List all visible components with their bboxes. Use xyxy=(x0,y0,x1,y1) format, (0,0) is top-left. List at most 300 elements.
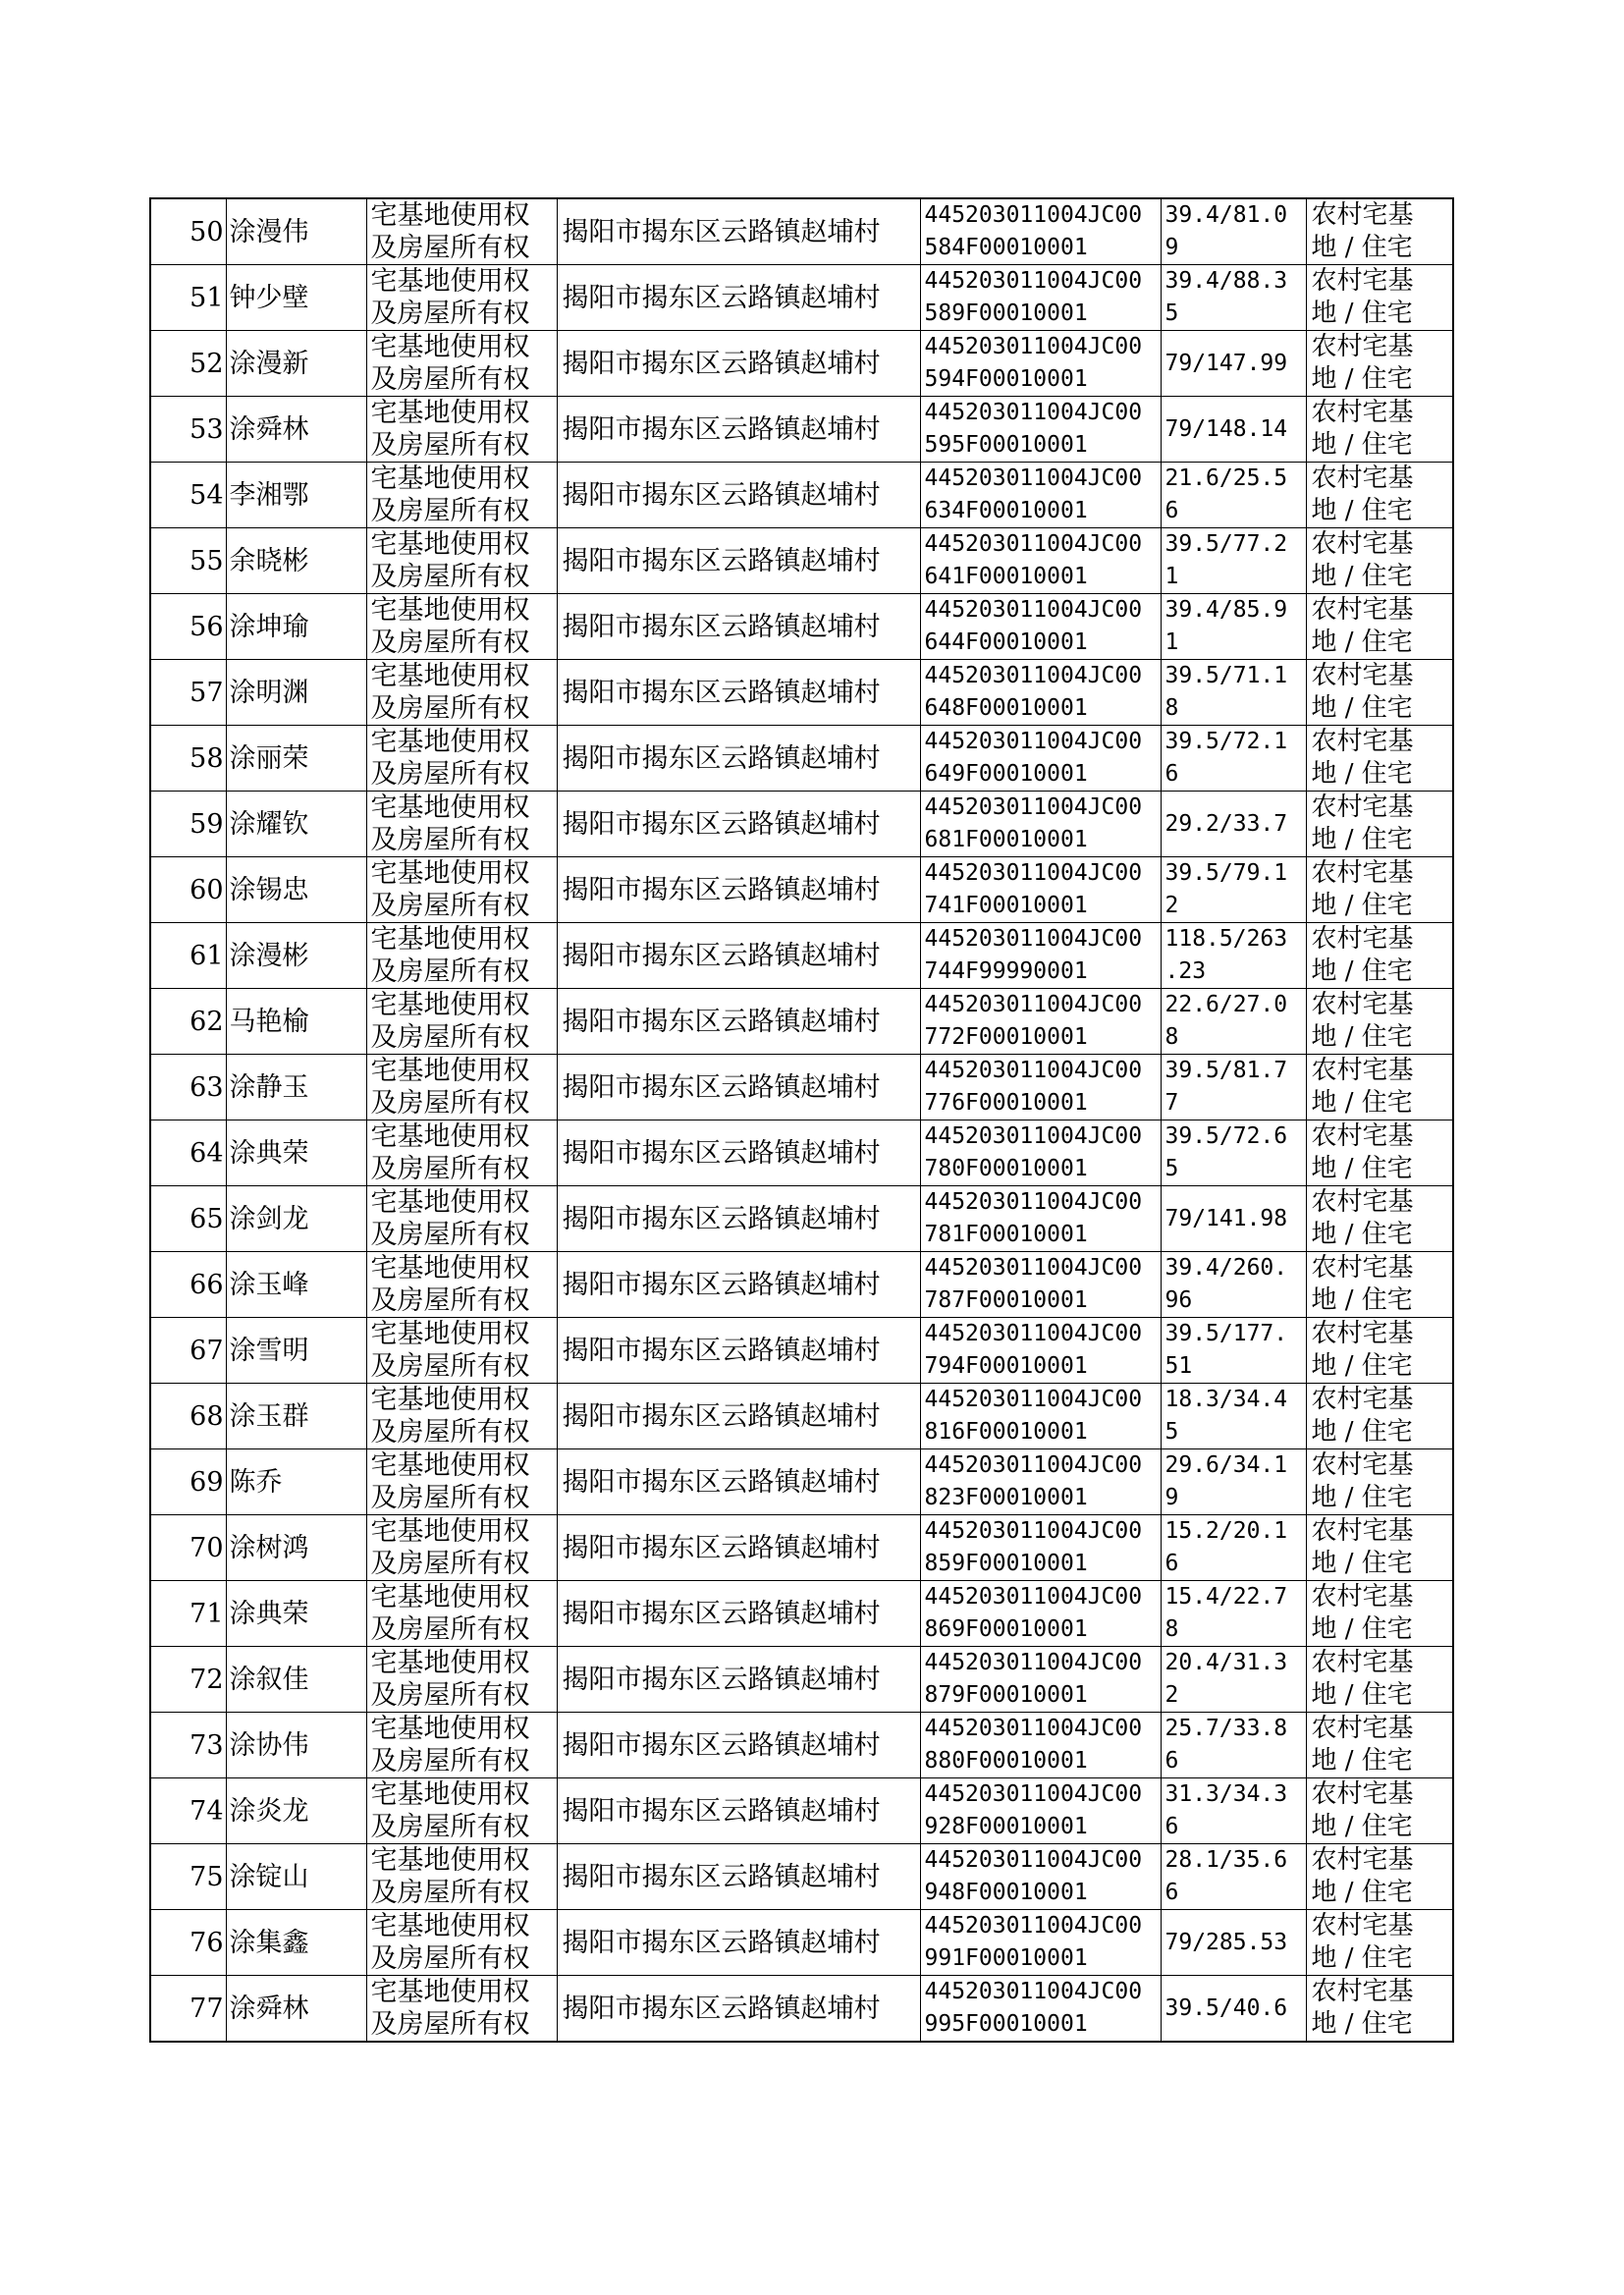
table-row xyxy=(150,198,1453,265)
right-type-line: 及房屋所有权 xyxy=(370,1351,530,1382)
unit-code-line: 794F00010001 xyxy=(924,1353,1088,1379)
land-use-cell xyxy=(1306,1778,1453,1844)
land-use-line: 农村宅基 xyxy=(1311,1582,1414,1612)
unit-code-line: 445203011004JC00 xyxy=(924,1123,1143,1149)
unit-code-line: 445203011004JC00 xyxy=(924,400,1143,425)
row-number-cell: 76 xyxy=(150,1910,226,1976)
property-location-cell: 揭阳市揭东区云路镇赵埔村 xyxy=(557,1778,920,1844)
unit-code-cell xyxy=(920,792,1161,857)
property-location-cell: 揭阳市揭东区云路镇赵埔村 xyxy=(557,1449,920,1515)
unit-code-cell xyxy=(920,660,1161,726)
area-value-line: 6 xyxy=(1164,761,1179,787)
land-use-cell xyxy=(1306,989,1453,1055)
right-type-line: 及房屋所有权 xyxy=(370,1943,530,1974)
land-use-line: 农村宅基 xyxy=(1311,1121,1414,1151)
right-type-line: 宅基地使用权 xyxy=(370,1187,530,1218)
right-type-cell xyxy=(366,1384,557,1449)
land-use-line: 农村宅基 xyxy=(1311,1056,1414,1085)
unit-code-line: 641F00010001 xyxy=(924,564,1088,589)
area-value-cell xyxy=(1161,857,1306,923)
row-number-cell: 64 xyxy=(150,1120,226,1186)
unit-code-line: 445203011004JC00 xyxy=(924,860,1143,886)
property-location-cell: 揭阳市揭东区云路镇赵埔村 xyxy=(557,1120,920,1186)
property-location-cell: 揭阳市揭东区云路镇赵埔村 xyxy=(557,1252,920,1318)
row-number-cell: 74 xyxy=(150,1778,226,1844)
table-row xyxy=(150,1449,1453,1515)
land-use-line: 地 / 住宅 xyxy=(1311,299,1413,328)
land-use-cell xyxy=(1306,857,1453,923)
right-type-cell xyxy=(366,989,557,1055)
property-location-cell: 揭阳市揭东区云路镇赵埔村 xyxy=(557,1055,920,1120)
area-value-cell xyxy=(1161,1647,1306,1713)
right-type-line: 及房屋所有权 xyxy=(370,1746,530,1776)
area-value-line: 6 xyxy=(1164,498,1179,523)
area-value-line: 2 xyxy=(1164,1682,1179,1708)
land-use-line: 农村宅基 xyxy=(1311,1714,1414,1743)
right-type-line: 宅基地使用权 xyxy=(370,1648,530,1678)
row-number-cell: 71 xyxy=(150,1581,226,1647)
owner-name-cell: 陈乔 xyxy=(226,1449,366,1515)
owner-name-cell: 涂耀钦 xyxy=(226,792,366,857)
right-type-line: 宅基地使用权 xyxy=(370,1582,530,1612)
right-type-cell xyxy=(366,265,557,331)
land-use-line: 地 / 住宅 xyxy=(1311,1549,1413,1578)
right-type-line: 及房屋所有权 xyxy=(370,1417,530,1448)
area-value-line: 29.2/33.7 xyxy=(1164,810,1288,837)
land-use-cell xyxy=(1306,594,1453,660)
unit-code-cell xyxy=(920,1647,1161,1713)
right-type-cell xyxy=(366,1647,557,1713)
unit-code-cell xyxy=(920,1910,1161,1976)
unit-code-line: 928F00010001 xyxy=(924,1814,1088,1839)
right-type-line: 宅基地使用权 xyxy=(370,1516,530,1547)
unit-code-line: 991F00010001 xyxy=(924,1945,1088,1971)
right-type-cell xyxy=(366,923,557,989)
unit-code-line: 644F00010001 xyxy=(924,629,1088,655)
area-value-line: 18.3/34.4 xyxy=(1164,1387,1288,1412)
land-use-cell xyxy=(1306,528,1453,594)
unit-code-line: 445203011004JC00 xyxy=(924,729,1143,754)
area-value-cell xyxy=(1161,463,1306,528)
unit-code-cell xyxy=(920,528,1161,594)
unit-code-line: 445203011004JC00 xyxy=(924,926,1143,952)
area-value-cell xyxy=(1161,1186,1306,1252)
unit-code-line: 634F00010001 xyxy=(924,498,1088,523)
right-type-line: 及房屋所有权 xyxy=(370,1483,530,1513)
right-type-cell xyxy=(366,1186,557,1252)
right-type-cell xyxy=(366,1844,557,1910)
table-row xyxy=(150,1252,1453,1318)
right-type-line: 及房屋所有权 xyxy=(370,1812,530,1842)
right-type-line: 及房屋所有权 xyxy=(370,1154,530,1184)
area-value-cell xyxy=(1161,923,1306,989)
land-use-cell xyxy=(1306,1647,1453,1713)
unit-code-line: 445203011004JC00 xyxy=(924,1518,1143,1544)
right-type-line: 及房屋所有权 xyxy=(370,628,530,658)
owner-name-cell: 涂玉峰 xyxy=(226,1252,366,1318)
right-type-line: 及房屋所有权 xyxy=(370,364,530,395)
area-value-line: 22.6/27.0 xyxy=(1164,992,1288,1017)
land-use-cell xyxy=(1306,397,1453,463)
unit-code-cell xyxy=(920,1120,1161,1186)
area-value-cell xyxy=(1161,726,1306,792)
row-number-cell: 58 xyxy=(150,726,226,792)
area-value-line: 6 xyxy=(1164,1748,1179,1774)
right-type-line: 宅基地使用权 xyxy=(370,529,530,560)
register-body xyxy=(150,198,1453,2042)
right-type-cell xyxy=(366,1120,557,1186)
unit-code-line: 445203011004JC00 xyxy=(924,1189,1143,1215)
area-value-line: 6 xyxy=(1164,1880,1179,1905)
area-value-line: 31.3/34.3 xyxy=(1164,1781,1288,1807)
owner-name-cell: 涂玉群 xyxy=(226,1384,366,1449)
unit-code-line: 445203011004JC00 xyxy=(924,268,1143,294)
owner-name-cell: 涂丽荣 xyxy=(226,726,366,792)
row-number-cell: 69 xyxy=(150,1449,226,1515)
row-number-cell: 65 xyxy=(150,1186,226,1252)
row-number-cell: 75 xyxy=(150,1844,226,1910)
property-location-cell: 揭阳市揭东区云路镇赵埔村 xyxy=(557,857,920,923)
land-use-line: 地 / 住宅 xyxy=(1311,430,1413,460)
right-type-cell xyxy=(366,1515,557,1581)
table-row xyxy=(150,726,1453,792)
area-value-cell xyxy=(1161,1252,1306,1318)
land-use-line: 地 / 住宅 xyxy=(1311,825,1413,854)
area-value-line: 39.5/72.1 xyxy=(1164,729,1288,754)
right-type-line: 宅基地使用权 xyxy=(370,727,530,757)
table-row xyxy=(150,1186,1453,1252)
area-value-cell xyxy=(1161,198,1306,265)
land-use-line: 农村宅基 xyxy=(1311,924,1414,954)
owner-name-cell: 涂集鑫 xyxy=(226,1910,366,1976)
right-type-line: 宅基地使用权 xyxy=(370,1911,530,1941)
unit-code-cell xyxy=(920,857,1161,923)
right-type-line: 及房屋所有权 xyxy=(370,430,530,461)
unit-code-cell xyxy=(920,198,1161,265)
unit-code-line: 741F00010001 xyxy=(924,893,1088,918)
property-location-cell: 揭阳市揭东区云路镇赵埔村 xyxy=(557,1581,920,1647)
right-type-line: 及房屋所有权 xyxy=(370,233,530,263)
unit-code-line: 594F00010001 xyxy=(924,366,1088,392)
unit-code-line: 780F00010001 xyxy=(924,1156,1088,1181)
unit-code-cell xyxy=(920,1318,1161,1384)
right-type-line: 及房屋所有权 xyxy=(370,956,530,987)
unit-code-cell xyxy=(920,397,1161,463)
land-use-cell xyxy=(1306,1055,1453,1120)
land-use-cell xyxy=(1306,792,1453,857)
land-use-cell xyxy=(1306,331,1453,397)
unit-code-cell xyxy=(920,1252,1161,1318)
land-use-line: 地 / 住宅 xyxy=(1311,2009,1413,2039)
owner-name-cell: 涂叙佳 xyxy=(226,1647,366,1713)
property-location-cell: 揭阳市揭东区云路镇赵埔村 xyxy=(557,1910,920,1976)
land-use-line: 农村宅基 xyxy=(1311,266,1414,296)
property-location-cell: 揭阳市揭东区云路镇赵埔村 xyxy=(557,594,920,660)
right-type-line: 及房屋所有权 xyxy=(370,693,530,724)
unit-code-line: 445203011004JC00 xyxy=(924,465,1143,491)
row-number-cell: 72 xyxy=(150,1647,226,1713)
right-type-line: 及房屋所有权 xyxy=(370,1285,530,1316)
area-value-line: 96 xyxy=(1164,1287,1193,1313)
area-value-line: 39.5/40.6 xyxy=(1164,1994,1288,2021)
land-use-line: 地 / 住宅 xyxy=(1311,1417,1413,1447)
unit-code-line: 880F00010001 xyxy=(924,1748,1088,1774)
unit-code-line: 445203011004JC00 xyxy=(924,1847,1143,1873)
area-value-cell xyxy=(1161,1778,1306,1844)
right-type-cell xyxy=(366,857,557,923)
right-type-cell xyxy=(366,1713,557,1778)
land-use-line: 地 / 住宅 xyxy=(1311,1088,1413,1118)
area-value-cell xyxy=(1161,1318,1306,1384)
land-use-cell xyxy=(1306,1120,1453,1186)
unit-code-line: 445203011004JC00 xyxy=(924,794,1143,820)
right-type-cell xyxy=(366,1910,557,1976)
unit-code-line: 995F00010001 xyxy=(924,2011,1088,2037)
area-value-line: 15.2/20.1 xyxy=(1164,1518,1288,1544)
land-use-line: 农村宅基 xyxy=(1311,1648,1414,1677)
right-type-line: 宅基地使用权 xyxy=(370,200,530,231)
property-location-cell: 揭阳市揭东区云路镇赵埔村 xyxy=(557,1384,920,1449)
row-number-cell: 73 xyxy=(150,1713,226,1778)
table-row xyxy=(150,1778,1453,1844)
unit-code-line: 776F00010001 xyxy=(924,1090,1088,1116)
owner-name-cell: 涂典荣 xyxy=(226,1581,366,1647)
area-value-cell xyxy=(1161,1581,1306,1647)
land-use-line: 地 / 住宅 xyxy=(1311,693,1413,723)
unit-code-line: 772F00010001 xyxy=(924,1024,1088,1050)
unit-code-line: 859F00010001 xyxy=(924,1551,1088,1576)
unit-code-cell xyxy=(920,1515,1161,1581)
unit-code-cell xyxy=(920,265,1161,331)
right-type-cell xyxy=(366,397,557,463)
property-location-cell: 揭阳市揭东区云路镇赵埔村 xyxy=(557,331,920,397)
land-use-line: 农村宅基 xyxy=(1311,1450,1414,1480)
right-type-cell xyxy=(366,594,557,660)
unit-code-cell xyxy=(920,463,1161,528)
right-type-line: 及房屋所有权 xyxy=(370,299,530,329)
area-value-line: 8 xyxy=(1164,1616,1179,1642)
property-location-cell: 揭阳市揭东区云路镇赵埔村 xyxy=(557,989,920,1055)
unit-code-line: 445203011004JC00 xyxy=(924,1979,1143,2004)
row-number-cell: 51 xyxy=(150,265,226,331)
land-use-line: 农村宅基 xyxy=(1311,464,1414,493)
unit-code-cell xyxy=(920,594,1161,660)
right-type-line: 及房屋所有权 xyxy=(370,496,530,526)
row-number-cell: 61 xyxy=(150,923,226,989)
row-number-cell: 66 xyxy=(150,1252,226,1318)
land-use-line: 农村宅基 xyxy=(1311,595,1414,625)
land-use-line: 地 / 住宅 xyxy=(1311,1351,1413,1381)
right-type-cell xyxy=(366,1055,557,1120)
land-use-line: 地 / 住宅 xyxy=(1311,496,1413,525)
right-type-line: 宅基地使用权 xyxy=(370,858,530,889)
unit-code-line: 445203011004JC00 xyxy=(924,1781,1143,1807)
right-type-line: 及房屋所有权 xyxy=(370,1088,530,1119)
property-location-cell: 揭阳市揭东区云路镇赵埔村 xyxy=(557,265,920,331)
land-use-line: 农村宅基 xyxy=(1311,661,1414,690)
unit-code-cell xyxy=(920,1186,1161,1252)
property-location-cell: 揭阳市揭东区云路镇赵埔村 xyxy=(557,198,920,265)
right-type-line: 宅基地使用权 xyxy=(370,1714,530,1744)
property-location-cell: 揭阳市揭东区云路镇赵埔村 xyxy=(557,660,920,726)
right-type-line: 及房屋所有权 xyxy=(370,891,530,921)
table-row xyxy=(150,1976,1453,2043)
table-row xyxy=(150,594,1453,660)
area-value-line: 21.6/25.5 xyxy=(1164,465,1288,491)
unit-code-cell xyxy=(920,331,1161,397)
property-location-cell: 揭阳市揭东区云路镇赵埔村 xyxy=(557,463,920,528)
area-value-cell xyxy=(1161,397,1306,463)
area-value-cell xyxy=(1161,1713,1306,1778)
unit-code-cell xyxy=(920,1844,1161,1910)
owner-name-cell: 余晓彬 xyxy=(226,528,366,594)
land-use-line: 农村宅基 xyxy=(1311,1385,1414,1414)
unit-code-line: 781F00010001 xyxy=(924,1222,1088,1247)
right-type-line: 及房屋所有权 xyxy=(370,1549,530,1579)
unit-code-line: 445203011004JC00 xyxy=(924,202,1143,228)
land-use-line: 地 / 住宅 xyxy=(1311,1022,1413,1052)
right-type-line: 宅基地使用权 xyxy=(370,1977,530,2007)
property-location-cell: 揭阳市揭东区云路镇赵埔村 xyxy=(557,1647,920,1713)
property-location-cell: 揭阳市揭东区云路镇赵埔村 xyxy=(557,1318,920,1384)
owner-name-cell: 涂舜林 xyxy=(226,1976,366,2043)
area-value-line: 39.5/72.6 xyxy=(1164,1123,1288,1149)
unit-code-line: 589F00010001 xyxy=(924,301,1088,326)
unit-code-line: 445203011004JC00 xyxy=(924,992,1143,1017)
table-row xyxy=(150,1647,1453,1713)
right-type-cell xyxy=(366,463,557,528)
row-number-cell: 52 xyxy=(150,331,226,397)
right-type-line: 宅基地使用权 xyxy=(370,266,530,297)
property-location-cell: 揭阳市揭东区云路镇赵埔村 xyxy=(557,1976,920,2043)
right-type-line: 及房屋所有权 xyxy=(370,2009,530,2040)
table-row xyxy=(150,1515,1453,1581)
area-value-cell xyxy=(1161,1844,1306,1910)
land-use-cell xyxy=(1306,1713,1453,1778)
area-value-line: 15.4/22.7 xyxy=(1164,1584,1288,1610)
property-location-cell: 揭阳市揭东区云路镇赵埔村 xyxy=(557,1186,920,1252)
area-value-cell xyxy=(1161,1449,1306,1515)
land-use-line: 地 / 住宅 xyxy=(1311,364,1413,394)
area-value-line: 118.5/263 xyxy=(1164,926,1288,952)
property-location-cell: 揭阳市揭东区云路镇赵埔村 xyxy=(557,1713,920,1778)
unit-code-line: 445203011004JC00 xyxy=(924,1255,1143,1281)
owner-name-cell: 涂锭山 xyxy=(226,1844,366,1910)
right-type-line: 宅基地使用权 xyxy=(370,595,530,626)
land-use-cell xyxy=(1306,1515,1453,1581)
area-value-line: 9 xyxy=(1164,235,1179,260)
right-type-line: 宅基地使用权 xyxy=(370,1845,530,1876)
area-value-line: 39.4/88.3 xyxy=(1164,268,1288,294)
area-value-cell xyxy=(1161,1120,1306,1186)
right-type-line: 及房屋所有权 xyxy=(370,1614,530,1645)
owner-name-cell: 涂舜林 xyxy=(226,397,366,463)
land-use-line: 地 / 住宅 xyxy=(1311,1154,1413,1183)
owner-name-cell: 涂锡忠 xyxy=(226,857,366,923)
right-type-line: 及房屋所有权 xyxy=(370,1220,530,1250)
unit-code-cell xyxy=(920,1449,1161,1515)
table-row xyxy=(150,331,1453,397)
land-use-line: 农村宅基 xyxy=(1311,1319,1414,1348)
land-use-line: 农村宅基 xyxy=(1311,398,1414,427)
area-value-cell xyxy=(1161,528,1306,594)
unit-code-cell xyxy=(920,1581,1161,1647)
area-value-line: 8 xyxy=(1164,695,1179,721)
table-row xyxy=(150,1713,1453,1778)
owner-name-cell: 涂典荣 xyxy=(226,1120,366,1186)
row-number-cell: 53 xyxy=(150,397,226,463)
land-use-cell xyxy=(1306,923,1453,989)
land-use-line: 地 / 住宅 xyxy=(1311,628,1413,657)
owner-name-cell: 涂树鸿 xyxy=(226,1515,366,1581)
land-use-line: 农村宅基 xyxy=(1311,1779,1414,1809)
land-use-line: 地 / 住宅 xyxy=(1311,1483,1413,1512)
right-type-cell xyxy=(366,1252,557,1318)
right-type-line: 宅基地使用权 xyxy=(370,661,530,691)
right-type-line: 宅基地使用权 xyxy=(370,792,530,823)
right-type-line: 及房屋所有权 xyxy=(370,1022,530,1053)
owner-name-cell: 涂剑龙 xyxy=(226,1186,366,1252)
land-use-line: 农村宅基 xyxy=(1311,1977,1414,2006)
owner-name-cell: 涂明渊 xyxy=(226,660,366,726)
right-type-cell xyxy=(366,726,557,792)
unit-code-line: 823F00010001 xyxy=(924,1485,1088,1510)
table-row xyxy=(150,923,1453,989)
area-value-cell xyxy=(1161,331,1306,397)
area-value-line: 5 xyxy=(1164,301,1179,326)
owner-name-cell: 涂漫新 xyxy=(226,331,366,397)
unit-code-line: 445203011004JC00 xyxy=(924,1321,1143,1346)
area-value-line: 5 xyxy=(1164,1419,1179,1445)
property-location-cell: 揭阳市揭东区云路镇赵埔村 xyxy=(557,1844,920,1910)
area-value-cell xyxy=(1161,989,1306,1055)
right-type-line: 宅基地使用权 xyxy=(370,332,530,362)
owner-name-cell: 涂雪明 xyxy=(226,1318,366,1384)
right-type-cell xyxy=(366,792,557,857)
right-type-line: 宅基地使用权 xyxy=(370,1385,530,1415)
land-use-line: 农村宅基 xyxy=(1311,1187,1414,1217)
area-value-line: 39.4/260. xyxy=(1164,1255,1288,1281)
land-use-line: 地 / 住宅 xyxy=(1311,1220,1413,1249)
land-use-line: 农村宅基 xyxy=(1311,727,1414,756)
area-value-line: 5 xyxy=(1164,1156,1179,1181)
area-value-line: 1 xyxy=(1164,629,1179,655)
right-type-cell xyxy=(366,660,557,726)
area-value-cell xyxy=(1161,1910,1306,1976)
unit-code-line: 869F00010001 xyxy=(924,1616,1088,1642)
owner-name-cell: 钟少壁 xyxy=(226,265,366,331)
right-type-line: 宅基地使用权 xyxy=(370,1121,530,1152)
area-value-line: 79/148.14 xyxy=(1164,415,1288,442)
area-value-cell xyxy=(1161,594,1306,660)
area-value-cell xyxy=(1161,792,1306,857)
unit-code-line: 787F00010001 xyxy=(924,1287,1088,1313)
table-row xyxy=(150,1318,1453,1384)
table-row xyxy=(150,1581,1453,1647)
unit-code-cell xyxy=(920,923,1161,989)
land-use-line: 农村宅基 xyxy=(1311,990,1414,1019)
area-value-line: 2 xyxy=(1164,893,1179,918)
owner-name-cell: 涂漫彬 xyxy=(226,923,366,989)
unit-code-line: 445203011004JC00 xyxy=(924,531,1143,557)
area-value-line: 39.5/177. xyxy=(1164,1321,1288,1346)
table-row xyxy=(150,1055,1453,1120)
land-use-cell xyxy=(1306,1318,1453,1384)
land-use-line: 地 / 住宅 xyxy=(1311,562,1413,591)
area-value-line: 9 xyxy=(1164,1485,1179,1510)
unit-code-line: 648F00010001 xyxy=(924,695,1088,721)
unit-code-cell xyxy=(920,1384,1161,1449)
